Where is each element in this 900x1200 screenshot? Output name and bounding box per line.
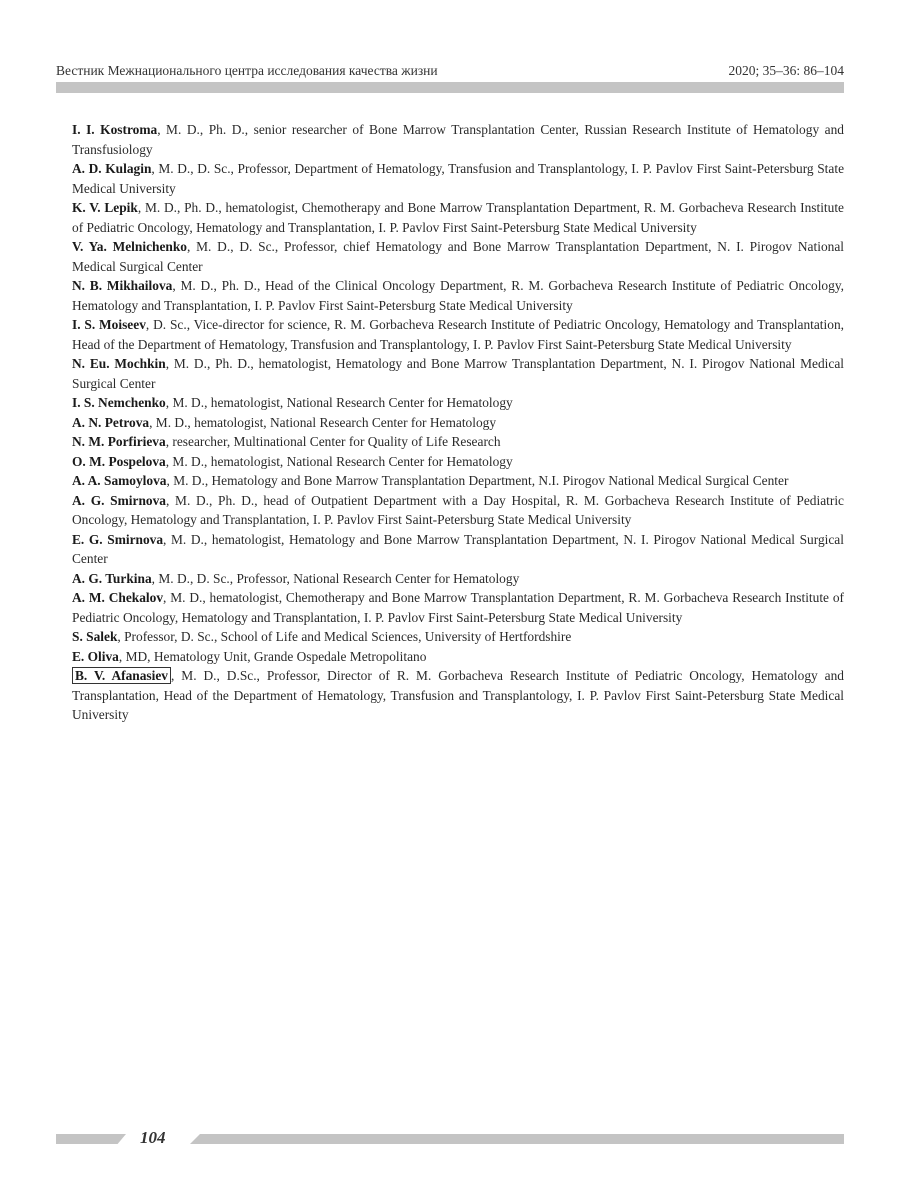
author-name: V. Ya. Melnichenko — [72, 239, 187, 254]
author-affiliation: , M. D., hematologist, Hematology and Bone Marrow Transplantation Department, N. I. Pirogov National Medical Surgical Center — [72, 531, 844, 566]
author-name: I. S. Moiseev — [72, 317, 146, 332]
author-entry — [72, 588, 844, 627]
author-name: B. V. Afanasiev — [72, 667, 171, 684]
author-entry — [72, 393, 844, 413]
author-entry — [72, 452, 844, 472]
author-affiliation: , M. D., Ph. D., hematologist, Hematology and Bone Marrow Transplantation Department, N. I. Pirogov National Medical Surgical Center — [72, 356, 844, 391]
author-name: K. V. Lepik — [72, 200, 138, 215]
author-entry — [72, 432, 844, 452]
author-affiliation: , M. D., D. Sc., Professor, Department of Hematology, Transfusion and Transplantology, I. P. Pavlov First Saint-Petersburg State Medical University — [72, 161, 845, 196]
author-affiliation: , M. D., Ph. D., hematologist, Chemotherapy and Bone Marrow Transplantation Department, R. M. Gorbacheva Research Institute of Pediatric Oncology, Hematology and Transplantation, I. P. Pavlov First Saint-Petersburg State Medical University — [72, 200, 844, 235]
author-entry — [72, 276, 844, 315]
author-name: I. S. Nemchenko — [72, 395, 166, 410]
header-bar — [56, 82, 844, 93]
author-affiliation: , M. D., D. Sc., Professor, National Research Center for Hematology — [151, 570, 520, 586]
author-entry — [72, 120, 844, 159]
author-entry — [72, 237, 844, 276]
footer-bar-left — [56, 1134, 126, 1144]
footer-bar-right — [190, 1134, 844, 1144]
author-name: N. B. Mikhailova — [72, 278, 173, 293]
author-entry — [72, 530, 844, 569]
author-name: A. A. Samoylova — [72, 473, 167, 488]
author-entry — [72, 491, 844, 530]
author-name: E. G. Smirnova — [72, 531, 164, 547]
author-name: N. Eu. Mochkin — [72, 356, 166, 371]
author-name: A. G. Turkina — [72, 570, 152, 586]
author-entry — [72, 198, 844, 237]
page-footer — [56, 1128, 844, 1147]
author-affiliation: , M. D., Ph. D., senior researcher of Bone Marrow Transplantation Center, Russian Research Institute of Hematology and Transfusiology — [72, 122, 844, 157]
author-affiliation: , M. D., hematologist, National Research Center for Hematology — [165, 395, 513, 410]
author-affiliation: , M. D., D. Sc., Professor, chief Hematology and Bone Marrow Transplantation Department, N. I. Pirogov National Medical Surgical Center — [72, 239, 844, 274]
author-name: A. D. Kulagin — [72, 161, 152, 176]
author-affiliation: , D. Sc., Vice-director for science, R. M. Gorbacheva Research Institute of Pediatric Oncology, Hematology and Transplantation, Head of the Department of Hematology, Transfusion and Transplantology, I. P. Pavlov First Saint-Petersburg State Medical University — [72, 317, 844, 352]
author-name: E. Oliva — [72, 648, 119, 664]
author-entry — [72, 354, 844, 393]
author-affiliation: , M. D., Hematology and Bone Marrow Transplantation Department, N.I. Pirogov National Medical Surgical Center — [166, 473, 789, 488]
running-header — [56, 62, 844, 80]
author-affiliation: , M. D., Ph. D., Head of the Clinical Oncology Department, R. M. Gorbacheva Research Institute of Pediatric Oncology, Hematology and Transplantation, I. P. Pavlov First Saint-Petersburg State Medical University — [72, 278, 844, 313]
page-number: 104 — [140, 1128, 166, 1147]
author-name: S. Salek — [72, 629, 118, 644]
author-entry — [72, 471, 844, 491]
author-name: A. M. Chekalov — [72, 590, 164, 605]
citation-info: 2020; 35–36: 86–104 — [728, 63, 844, 78]
author-affiliation: , M. D., Ph. D., head of Outpatient Department with a Day Hospital, R. M. Gorbacheva Research Institute of Pediatric Oncology, Hematology and Transplantation, I. P. Pavlov First Saint-Petersburg State Medical University — [72, 492, 844, 527]
author-affiliation: , M. D., hematologist, National Research Center for Hematology — [149, 414, 497, 430]
author-entry — [72, 569, 844, 589]
author-affiliation: , M. D., hematologist, National Research Center for Hematology — [165, 453, 513, 469]
author-entry — [72, 413, 844, 433]
author-name: A. G. Smirnova — [72, 492, 166, 508]
author-entry — [72, 627, 844, 647]
author-affiliation: , MD, Hematology Unit, Grande Ospedale Metropolitano — [118, 648, 427, 664]
author-affiliation: , Professor, D. Sc., School of Life and Medical Sciences, University of Hertfordshire — [117, 629, 572, 644]
author-affiliation: , researcher, Multinational Center for Quality of Life Research — [165, 434, 501, 449]
author-name: A. N. Petrova — [72, 414, 150, 430]
journal-title: Вестник Межнационального центра исследования качества жизни — [56, 63, 438, 78]
author-name: O. M. Pospelova — [72, 453, 166, 469]
author-name: N. M. Porfirieva — [72, 434, 166, 449]
author-name: I. I. Kostroma — [72, 122, 158, 137]
author-entry — [72, 647, 844, 667]
author-affiliation: , M. D., hematologist, Chemotherapy and Bone Marrow Transplantation Department, R. M. Gorbacheva Research Institute of Pediatric Oncology, Hematology and Transplantation, I. P. Pavlov First Saint-Petersburg State Medical University — [72, 590, 844, 625]
author-list — [72, 120, 844, 725]
author-entry — [72, 315, 844, 354]
author-entry — [72, 159, 844, 198]
author-affiliation: , M. D., D.Sc., Professor, Director of R. M. Gorbacheva Research Institute of Pediatric Oncology, Hematology and Transplantation, Head of the Department of Hematology, Transfusion and Transplantology, I. P. Pavlov First Saint-Petersburg State Medical University — [72, 668, 845, 722]
author-entry — [72, 666, 844, 725]
